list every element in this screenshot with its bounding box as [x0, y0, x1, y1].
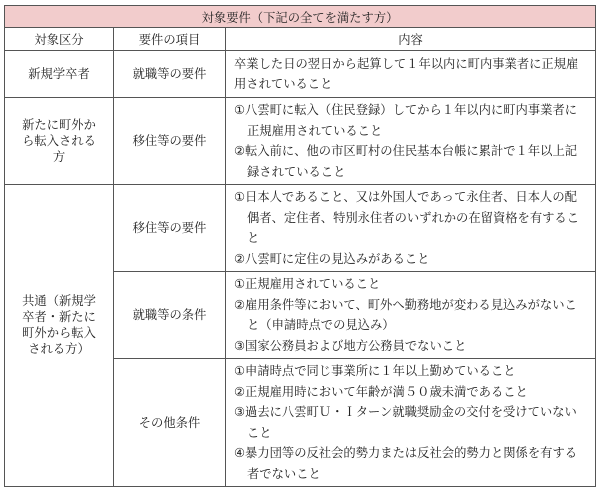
item-cell: 移住等の要件 [114, 185, 226, 272]
content-line: 卒業した日の翌日から起算して１年以内に町内事業者に正規雇用されていること [234, 56, 579, 91]
header-row [5, 28, 596, 51]
requirements-table [4, 5, 596, 487]
content-cell [226, 272, 596, 359]
content-line: ③国家公務員および地方公務員でないこと [234, 338, 467, 353]
content-line: ②転入前に、他の市区町村の住民基本台帳に累計で１年以上記録されていること [234, 144, 578, 179]
header-item: 要件の項目 [114, 28, 226, 51]
header-content: 内容 [226, 28, 596, 51]
content-cell [226, 51, 596, 98]
content-cell [226, 359, 596, 487]
item-cell: 移住等の要件 [114, 98, 226, 185]
item-cell: その他条件 [114, 359, 226, 487]
table-row [5, 185, 596, 272]
item-cell: 就職等の条件 [114, 272, 226, 359]
table-row [5, 98, 596, 185]
content-line: ①正規雇用されていること [234, 277, 381, 291]
item-cell: 就職等の要件 [114, 51, 226, 98]
category-cell [5, 98, 114, 185]
content-line: ②正規雇用時において年齢が満５０歳未満であること [234, 384, 528, 399]
category-cell: 新規学卒者 [5, 51, 114, 98]
content-line: ④暴力団等の反社会的勢力または反社会的勢力と関係を有する者でないこと [234, 446, 578, 481]
content-line: ③過去に八雲町Ｕ・Ｉターン就職奨励金の交付を受けていないこと [234, 405, 577, 440]
table-row [5, 51, 596, 98]
content-line: ①八雲町に転入（住民登録）してから１年以内に町内事業者に正規雇用されていること [234, 103, 578, 138]
table-title: 対象要件（下記の全てを満たす方） [5, 6, 596, 28]
content-line: ①日本人であること、又は外国人であって永住者、日本人の配偶者、定住者、特別永住者のいずれかの在留資格を有すること [234, 190, 580, 245]
header-category: 対象区分 [5, 28, 114, 51]
content-line: ①申請時点で同じ事業所に１年以上勤めていること [234, 364, 516, 378]
category-cell-common [5, 185, 114, 487]
content-line: ②雇用条件等において、町外へ勤務地が変わる見込みがないこと（申請時点での見込み） [234, 297, 577, 332]
content-line: ②八雲町に定住の見込みがあること [234, 251, 430, 266]
category-label: 新たに町外から転入される方 [22, 118, 96, 164]
category-label: 共通（新規学卒者・新たに町外から転入される方） [22, 293, 96, 356]
content-cell [226, 98, 596, 185]
content-cell [226, 185, 596, 272]
